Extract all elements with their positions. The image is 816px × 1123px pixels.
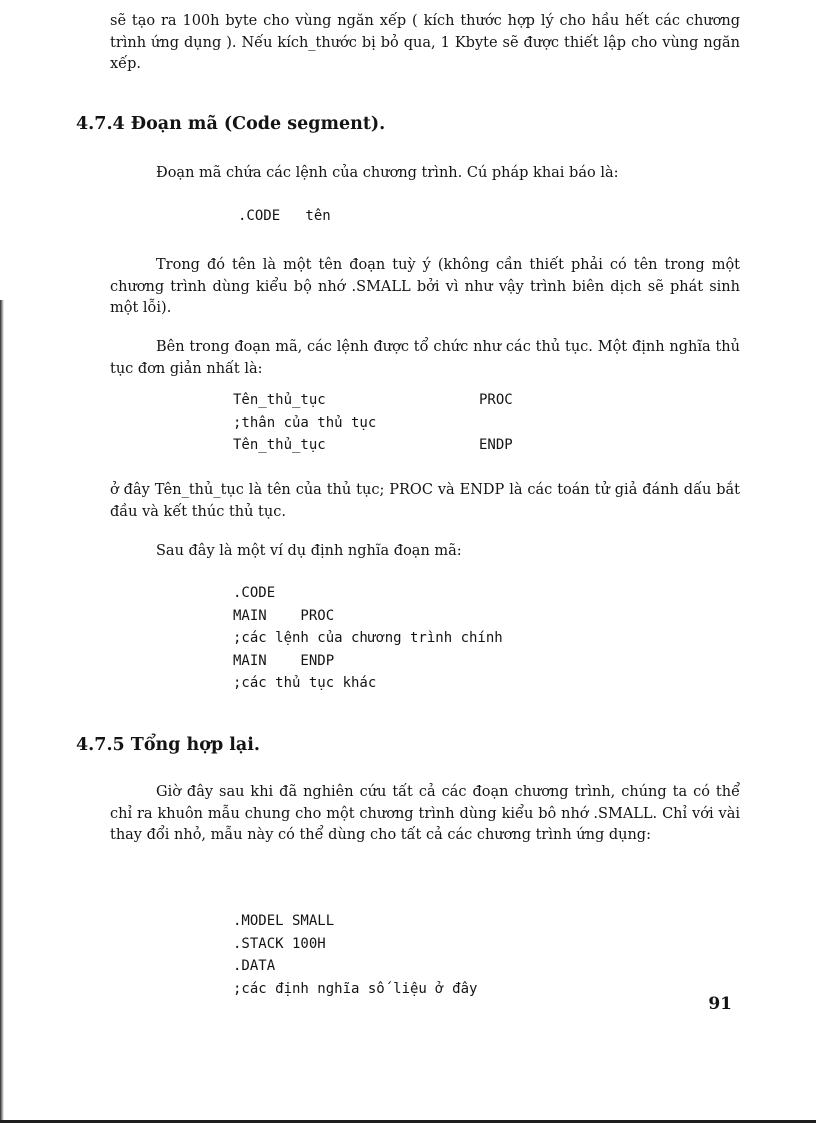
section-heading-4-7-5: 4.7.5 Tổng hợp lại.: [76, 735, 261, 755]
code-line: .CODE tên: [238, 208, 331, 224]
code-segment-paragraph-5: Sau đây là một ví dụ định nghĩa đoạn mã:: [156, 543, 462, 559]
procedure-comment: ;thân của thủ tục: [233, 414, 377, 431]
procedure-row: [233, 434, 563, 457]
procedure-operator: ENDP: [479, 437, 513, 453]
procedure-row: [233, 412, 563, 435]
code-line: MAIN PROC: [233, 607, 335, 624]
code-declaration-block: [238, 205, 331, 228]
code-line: ;các lệnh của chương trình chính: [233, 630, 503, 646]
procedure-template-block: [233, 389, 563, 457]
code-segment-paragraph-4: ở đây Tên_thủ_tục là tên của thủ tục; PROC và ENDP là các toán tử giả đánh dấu bắt đầu và kết thúc thủ tục.: [110, 482, 740, 520]
code-segment-paragraph-1: Đoạn mã chứa các lệnh của chương trình. Cú pháp khai báo là:: [156, 165, 619, 181]
code-example-block: [233, 582, 503, 695]
code-line: .CODE: [233, 585, 276, 601]
scan-edge-shadow: [0, 300, 4, 1123]
code-segment-paragraph-3: Bên trong đoạn mã, các lệnh được tổ chức như các thủ tục. Một định nghĩa thủ tục đơn giản nhất là:: [110, 339, 740, 377]
code-line: .STACK 100H: [233, 935, 326, 952]
page-number: 91: [708, 994, 732, 1014]
section-heading-4-7-4: 4.7.4 Đoạn mã (Code segment).: [76, 114, 386, 134]
procedure-row: [233, 389, 563, 412]
procedure-name: Tên_thủ_tục: [233, 437, 326, 453]
intro-paragraph: sẽ tạo ra 100h byte cho vùng ngăn xếp ( kích thước hợp lý cho hầu hết các chương trình ứng dụng ). Nếu kích_thước bị bỏ qua, 1 Kbyte sẽ được thiết lập cho vùng ngăn xếp.: [110, 13, 740, 72]
code-line: .MODEL SMALL: [233, 913, 335, 929]
code-segment-paragraph-2: Trong đó tên là một tên đoạn tuỳ ý (không cần thiết phải có tên trong một chương trình dùng kiểu bộ nhớ .SMALL bởi vì như vậy trình biên dịch sẽ phát sinh một lỗi).: [110, 257, 740, 316]
code-line: .DATA: [233, 958, 276, 974]
code-line: ;các định nghĩa số liệu ở đây: [233, 980, 478, 997]
code-line: MAIN ENDP: [233, 652, 335, 669]
code-line: ;các thủ tục khác: [233, 675, 377, 691]
program-template-block: [233, 910, 477, 1000]
procedure-name: Tên_thủ_tục: [233, 392, 326, 408]
procedure-operator: PROC: [479, 392, 513, 408]
summary-paragraph: Giờ đây sau khi đã nghiên cứu tất cả các đoạn chương trình, chúng ta có thể chỉ ra khuôn mẫu chung cho một chương trình dùng kiểu bô nhớ .SMALL. Chỉ với vài thay đổi nhỏ, mẫu này có thể dùng cho tất cả các chương trình ứng dụng:: [110, 784, 740, 843]
